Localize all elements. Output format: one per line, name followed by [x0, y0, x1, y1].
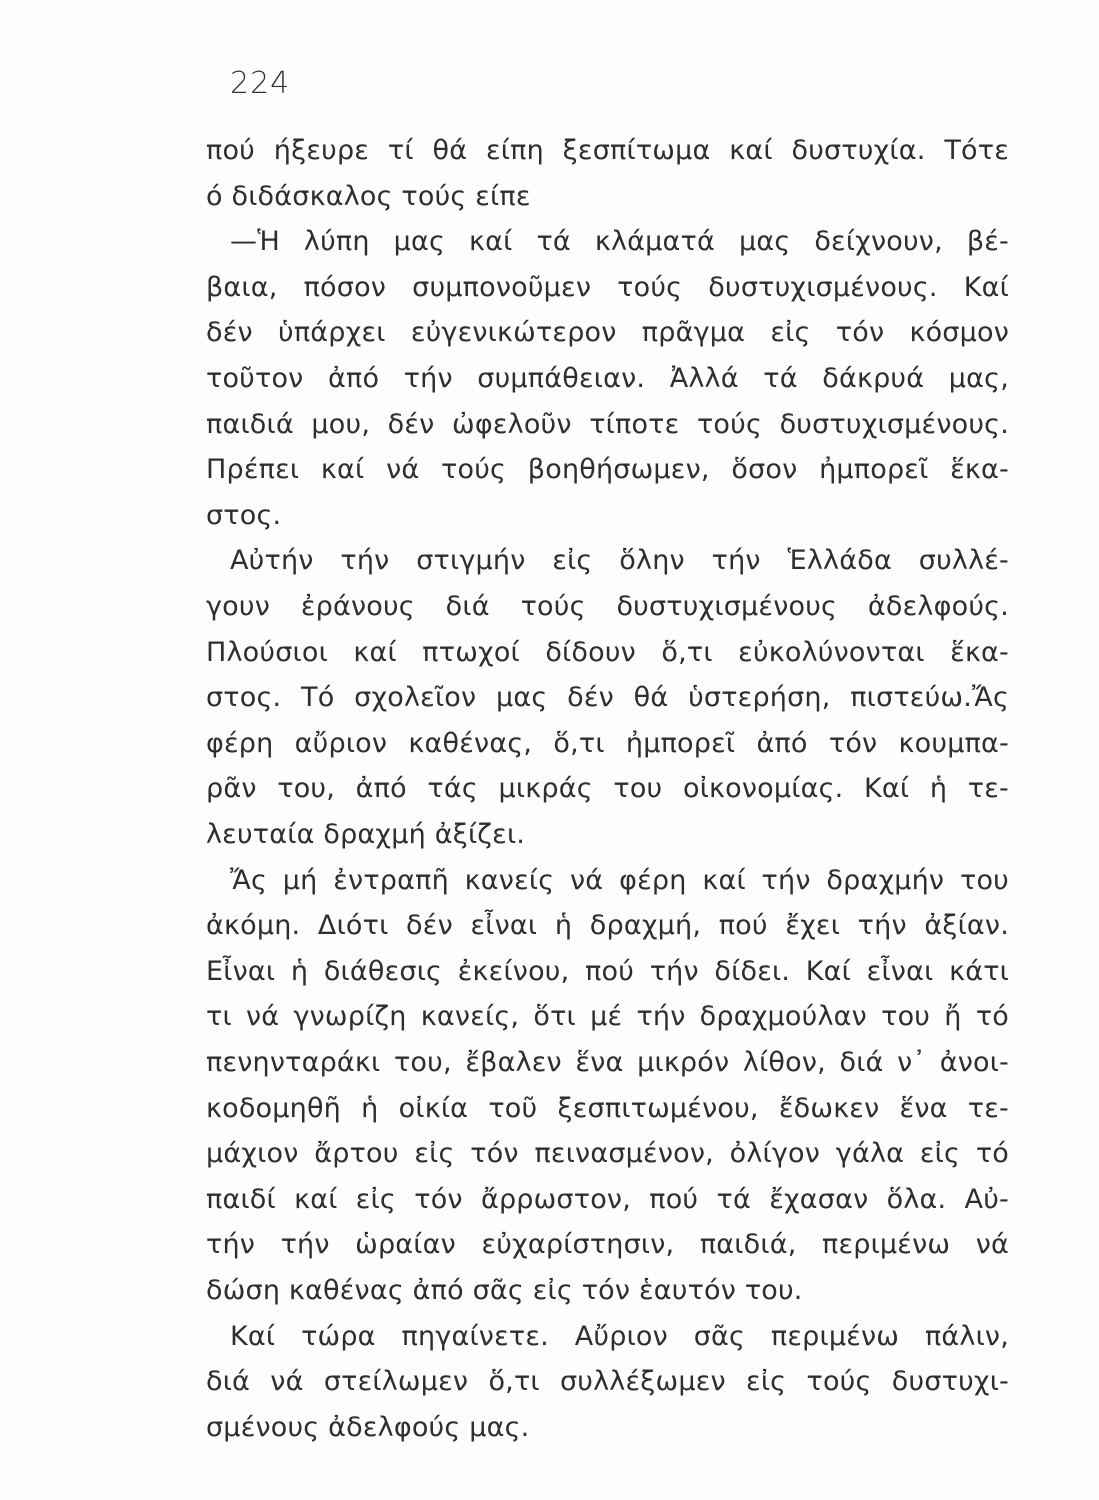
text-line-11: γουν ἐράνους διά τούς δυστυχισμένους ἀδελφούς.: [206, 591, 1009, 622]
text-line-16: λευταία δραχμή ἀξίζει.: [206, 819, 526, 850]
text-line-18: ἀκόμη. Διότι δέν εἶναι ἡ δραχμή, πού ἔχει τήν ἀξίαν.: [206, 910, 1009, 942]
text-line-2: ό διδάσκαλος τούς είπε: [206, 180, 531, 212]
text-line-4: βαια, πόσον συμπονοῦμεν τούς δυστυχισμένους. Καί: [206, 271, 1009, 303]
text-line-6: τοῦτον ἀπό τήν συμπάθειαν. Ἀλλά τά δάκρυά μας,: [206, 363, 1009, 394]
text-line-14: φέρη αὔριον καθένας, ὅ,τι ἠμπορεῖ ἀπό τόν κουμπα-: [206, 727, 1009, 759]
text-line-12: Πλούσιοι καί πτωχοί δίδουν ὅ,τι εὐκολύνονται ἕκα-: [206, 636, 1009, 668]
text-line-7: παιδιά μου, δέν ὠφελοῦν τίποτε τούς δυστυχισμένους.: [206, 408, 1009, 440]
text-line-22: κοδομηθῆ ἡ οἰκία τοῦ ξεσπιτωμένου, ἔδωκεν ἕνα τε-: [206, 1092, 1009, 1124]
text-line-19: Εἶναι ἡ διάθεσις ἐκείνου, πού τήν δίδει. Καί εἶναι κάτι: [206, 955, 1009, 987]
page-number: 224: [230, 66, 291, 101]
text-line-29: σμένους ἀδελφούς μας.: [206, 1411, 530, 1443]
text-line-8: Πρέπει καί νά τούς βοηθήσωμεν, ὅσον ἠμπορεῖ ἕκα-: [206, 454, 1009, 486]
text-line-23: μάχιον ἄρτου εἰς τόν πεινασμένον, ὀλίγον γάλα εἰς τό: [206, 1138, 1009, 1170]
text-line-17: Ἄς μή ἐντραπῆ κανείς νά φέρη καί τήν δραχμήν του: [230, 864, 1009, 896]
text-line-13: στος. Τό σχολεῖον μας δέν θά ὑστερήση, πιστεύω.Ἄς: [206, 682, 1009, 714]
text-line-3: —Ἡ λύπη μας καί τά κλάματά μας δείχνουν, βέ-: [230, 226, 1009, 258]
text-line-27: Καί τώρα πηγαίνετε. Αὔριον σᾶς περιμένω πάλιν,: [230, 1320, 1009, 1352]
text-line-20: τι νά γνωρίζη κανείς, ὅτι μέ τήν δραχμούλαν του ἤ τό: [206, 1001, 1009, 1033]
text-line-15: ρᾶν του, ἀπό τάς μικράς του οἰκονομίας. Καί ἡ τε-: [206, 773, 1009, 805]
text-line-10: Αὐτήν τήν στιγμήν εἰς ὅλην τήν Ἑλλάδα συλλέ-: [230, 545, 1009, 577]
text-line-28: διά νά στείλωμεν ὅ,τι συλλέξωμεν εἰς τούς δυστυχι-: [206, 1366, 1009, 1398]
text-line-24: παιδί καί εἰς τόν ἄρρωστον, πού τά ἔχασαν ὅλα. Αὐ-: [206, 1183, 1009, 1215]
text-line-1: πού ήξευρε τί θά είπη ξεσπίτωμα καί δυστυχία. Τότε: [206, 135, 1009, 166]
text-line-5: δέν ὑπάρχει εὐγενικώτερον πρᾶγμα εἰς τόν κόσμον: [206, 317, 1009, 349]
text-line-26: δώση καθένας ἀπό σᾶς εἰς τόν ἑαυτόν του.: [206, 1275, 803, 1306]
text-line-21: πενηνταράκι του, ἔβαλεν ἕνα μικρόν λίθον, διά ν᾽ ἀνοι-: [206, 1047, 1009, 1078]
text-line-9: στος.: [206, 499, 282, 531]
text-line-25: τήν τήν ὡραίαν εὐχαρίστησιν, παιδιά, περιμένω νά: [206, 1229, 1009, 1261]
